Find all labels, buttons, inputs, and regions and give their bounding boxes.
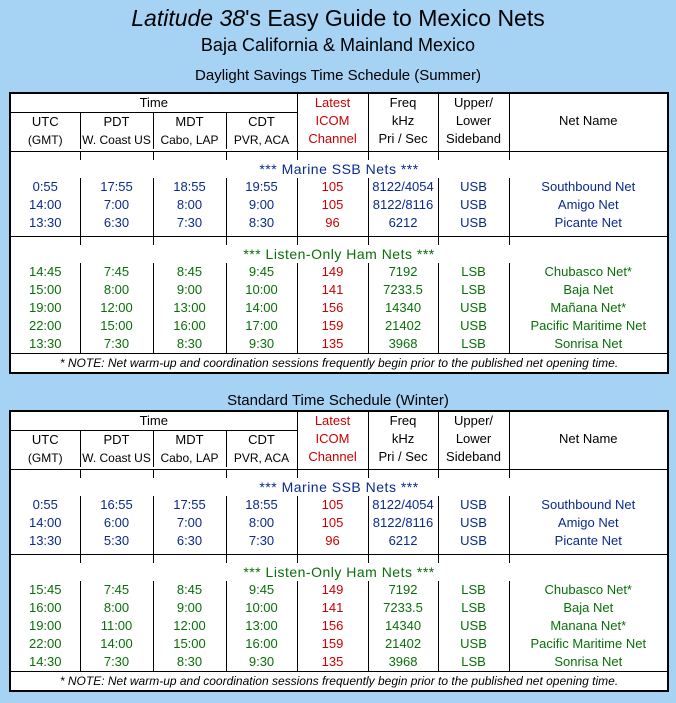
icom-channel: 135 (297, 335, 368, 354)
mdt-time: 17:55 (153, 496, 226, 514)
net-name: Manana Net* (509, 617, 668, 635)
sideband-header: Upper/ Lower Sideband (438, 411, 509, 470)
net-row (10, 335, 668, 354)
cdt-time: 19:55 (226, 178, 297, 196)
pdt-subheader: W. Coast US (80, 449, 153, 467)
icom-channel: 135 (297, 653, 368, 672)
utc-subheader: (GMT) (27, 451, 63, 465)
cdt-time: 9:45 (226, 263, 297, 281)
pdt-time: 12:00 (80, 299, 153, 317)
icom-channel: 105 (297, 196, 368, 214)
winter-schedule-table (9, 410, 669, 692)
cdt-subheader: PVR, ACA (226, 131, 297, 149)
net-name: Pacific Maritime Net (509, 317, 668, 335)
cdt-time: 9:45 (226, 581, 297, 599)
icom-channel: 149 (297, 581, 368, 599)
mdt-header: MDT (153, 113, 226, 132)
frequency: 8122/8116 (368, 196, 438, 214)
utc-time: 22:00 (28, 318, 62, 333)
icom-channel: 105 (297, 514, 368, 532)
net-name: Chubasco Net* (509, 581, 668, 599)
pdt-time: 5:30 (80, 532, 153, 550)
net-name: Sonrisa Net (509, 653, 668, 672)
ham-nets-banner: *** Listen-Only Ham Nets *** (243, 246, 435, 262)
net-name: Southbound Net (509, 178, 668, 196)
magazine-name: Latitude 38 (131, 5, 246, 31)
sideband: LSB (438, 581, 509, 599)
sideband: USB (438, 178, 509, 196)
pdt-time: 8:00 (80, 281, 153, 299)
sideband: USB (438, 317, 509, 335)
frequency: 21402 (368, 635, 438, 653)
utc-time: 13:30 (28, 336, 62, 351)
net-row (10, 214, 668, 232)
sideband: LSB (438, 263, 509, 281)
mdt-time: 12:00 (153, 617, 226, 635)
frequency: 7233.5 (368, 281, 438, 299)
frequency: 7192 (368, 581, 438, 599)
icom-channel: 141 (297, 281, 368, 299)
net-name: Southbound Net (509, 496, 668, 514)
time-header: Time (10, 411, 297, 431)
sideband: USB (438, 532, 509, 550)
net-row (10, 263, 668, 281)
pdt-header: PDT (80, 113, 153, 132)
sideband: USB (438, 496, 509, 514)
utc-header: UTC (31, 432, 59, 447)
icom-channel: 159 (297, 635, 368, 653)
pdt-time: 7:45 (80, 263, 153, 281)
pdt-time: 7:30 (80, 653, 153, 672)
cdt-time: 9:30 (226, 335, 297, 354)
icom-channel-header: Latest ICOM Channel (297, 411, 368, 470)
net-row (10, 635, 668, 653)
ham-nets-banner: *** Listen-Only Ham Nets *** (243, 564, 435, 580)
mdt-time: 8:45 (153, 263, 226, 281)
time-header: Time (10, 93, 297, 113)
cdt-header: CDT (226, 431, 297, 450)
mdt-time: 6:30 (153, 532, 226, 550)
utc-time: 13:30 (28, 215, 62, 230)
utc-time: 14:30 (28, 654, 62, 669)
summer-heading: Daylight Savings Time Schedule (Summer) (195, 67, 481, 84)
sideband: USB (438, 514, 509, 532)
pdt-header: PDT (80, 431, 153, 450)
sideband: USB (438, 635, 509, 653)
cdt-time: 8:30 (226, 214, 297, 232)
mdt-subheader: Cabo, LAP (153, 131, 226, 149)
pdt-time: 8:00 (80, 599, 153, 617)
net-name: Mañana Net* (509, 299, 668, 317)
utc-time: 0:55 (32, 179, 58, 194)
mdt-time: 8:30 (153, 335, 226, 354)
freq-header: Freq kHz Pri / Sec (368, 93, 438, 152)
cdt-time: 8:00 (226, 514, 297, 532)
net-note: * NOTE: Net warm-up and coordination sessions frequently begin prior to the published net opening time. (10, 672, 668, 692)
pdt-time: 17:55 (80, 178, 153, 196)
icom-channel: 96 (297, 214, 368, 232)
icom-channel-header: Latest ICOM Channel (297, 93, 368, 152)
net-row (10, 581, 668, 599)
sideband: LSB (438, 599, 509, 617)
net-row (10, 178, 668, 196)
sideband: USB (438, 299, 509, 317)
cdt-time: 17:00 (226, 317, 297, 335)
cdt-time: 7:30 (226, 532, 297, 550)
icom-channel: 156 (297, 617, 368, 635)
mdt-time: 15:00 (153, 635, 226, 653)
icom-channel: 105 (297, 496, 368, 514)
cdt-time: 14:00 (226, 299, 297, 317)
utc-time: 15:45 (28, 582, 62, 597)
net-name: Baja Net (509, 281, 668, 299)
net-row (10, 532, 668, 550)
frequency: 8122/4054 (368, 178, 438, 196)
mdt-time: 9:00 (153, 281, 226, 299)
pdt-time: 7:00 (80, 196, 153, 214)
sideband: USB (438, 617, 509, 635)
frequency: 6212 (368, 532, 438, 550)
pdt-time: 11:00 (80, 617, 153, 635)
frequency: 21402 (368, 317, 438, 335)
frequency: 14340 (368, 617, 438, 635)
icom-channel: 141 (297, 599, 368, 617)
marine-nets-banner: *** Marine SSB Nets *** (259, 479, 419, 495)
marine-nets-banner: *** Marine SSB Nets *** (259, 161, 419, 177)
mdt-time: 16:00 (153, 317, 226, 335)
net-name: Picante Net (509, 532, 668, 550)
pdt-time: 7:30 (80, 335, 153, 354)
sideband: USB (438, 196, 509, 214)
cdt-time: 16:00 (226, 635, 297, 653)
net-row (10, 317, 668, 335)
sideband: LSB (438, 653, 509, 672)
utc-subheader: (GMT) (27, 133, 63, 147)
page-title (0, 5, 676, 32)
icom-channel: 156 (297, 299, 368, 317)
utc-time: 14:00 (28, 515, 62, 530)
mdt-time: 7:00 (153, 514, 226, 532)
page-subtitle: Baja California & Mainland Mexico (200, 35, 476, 55)
net-row (10, 617, 668, 635)
frequency: 3968 (368, 653, 438, 672)
net-note: * NOTE: Net warm-up and coordination sessions frequently begin prior to the published net opening time. (10, 354, 668, 374)
mdt-time: 8:30 (153, 653, 226, 672)
mdt-header: MDT (153, 431, 226, 450)
cdt-header: CDT (226, 113, 297, 132)
pdt-time: 16:55 (80, 496, 153, 514)
frequency: 7233.5 (368, 599, 438, 617)
net-name-header: Net Name (509, 93, 668, 152)
net-name: Baja Net (509, 599, 668, 617)
net-row (10, 196, 668, 214)
utc-time: 16:00 (28, 600, 62, 615)
net-name-header: Net Name (509, 411, 668, 470)
net-row (10, 514, 668, 532)
utc-time: 19:00 (28, 300, 62, 315)
icom-channel: 96 (297, 532, 368, 550)
cdt-subheader: PVR, ACA (226, 449, 297, 467)
cdt-time: 13:00 (226, 617, 297, 635)
mdt-time: 9:00 (153, 599, 226, 617)
mdt-time: 7:30 (153, 214, 226, 232)
pdt-time: 6:30 (80, 214, 153, 232)
utc-time: 0:55 (32, 497, 58, 512)
pdt-time: 6:00 (80, 514, 153, 532)
utc-time: 19:00 (28, 618, 62, 633)
net-name: Pacific Maritime Net (509, 635, 668, 653)
net-row (10, 496, 668, 514)
icom-channel: 159 (297, 317, 368, 335)
frequency: 7192 (368, 263, 438, 281)
pdt-time: 7:45 (80, 581, 153, 599)
net-row (10, 599, 668, 617)
utc-header: UTC (31, 114, 59, 129)
net-name: Chubasco Net* (509, 263, 668, 281)
frequency: 14340 (368, 299, 438, 317)
mdt-subheader: Cabo, LAP (153, 449, 226, 467)
winter-heading: Standard Time Schedule (Winter) (227, 392, 449, 409)
net-name: Picante Net (509, 214, 668, 232)
pdt-time: 15:00 (80, 317, 153, 335)
mdt-time: 8:00 (153, 196, 226, 214)
title-rest: 's Easy Guide to Mexico Nets (245, 5, 545, 31)
mdt-time: 13:00 (153, 299, 226, 317)
cdt-time: 9:30 (226, 653, 297, 672)
sideband: LSB (438, 335, 509, 354)
net-row (10, 653, 668, 672)
frequency: 8122/8116 (368, 514, 438, 532)
utc-time: 15:00 (28, 282, 62, 297)
cdt-time: 10:00 (226, 281, 297, 299)
icom-channel: 149 (297, 263, 368, 281)
utc-time: 13:30 (28, 533, 62, 548)
sideband-header: Upper/ Lower Sideband (438, 93, 509, 152)
utc-time: 14:45 (28, 264, 62, 279)
pdt-time: 14:00 (80, 635, 153, 653)
net-name: Amigo Net (509, 196, 668, 214)
cdt-time: 9:00 (226, 196, 297, 214)
net-name: Sonrisa Net (509, 335, 668, 354)
cdt-time: 18:55 (226, 496, 297, 514)
mdt-time: 18:55 (153, 178, 226, 196)
mdt-time: 8:45 (153, 581, 226, 599)
frequency: 8122/4054 (368, 496, 438, 514)
net-row (10, 299, 668, 317)
utc-time: 22:00 (28, 636, 62, 651)
net-row (10, 281, 668, 299)
net-name: Amigo Net (509, 514, 668, 532)
sideband: LSB (438, 281, 509, 299)
freq-header: Freq kHz Pri / Sec (368, 411, 438, 470)
frequency: 6212 (368, 214, 438, 232)
utc-time: 14:00 (28, 197, 62, 212)
icom-channel: 105 (297, 178, 368, 196)
summer-schedule-table (9, 92, 669, 374)
pdt-subheader: W. Coast US (80, 131, 153, 149)
cdt-time: 10:00 (226, 599, 297, 617)
frequency: 3968 (368, 335, 438, 354)
sideband: USB (438, 214, 509, 232)
